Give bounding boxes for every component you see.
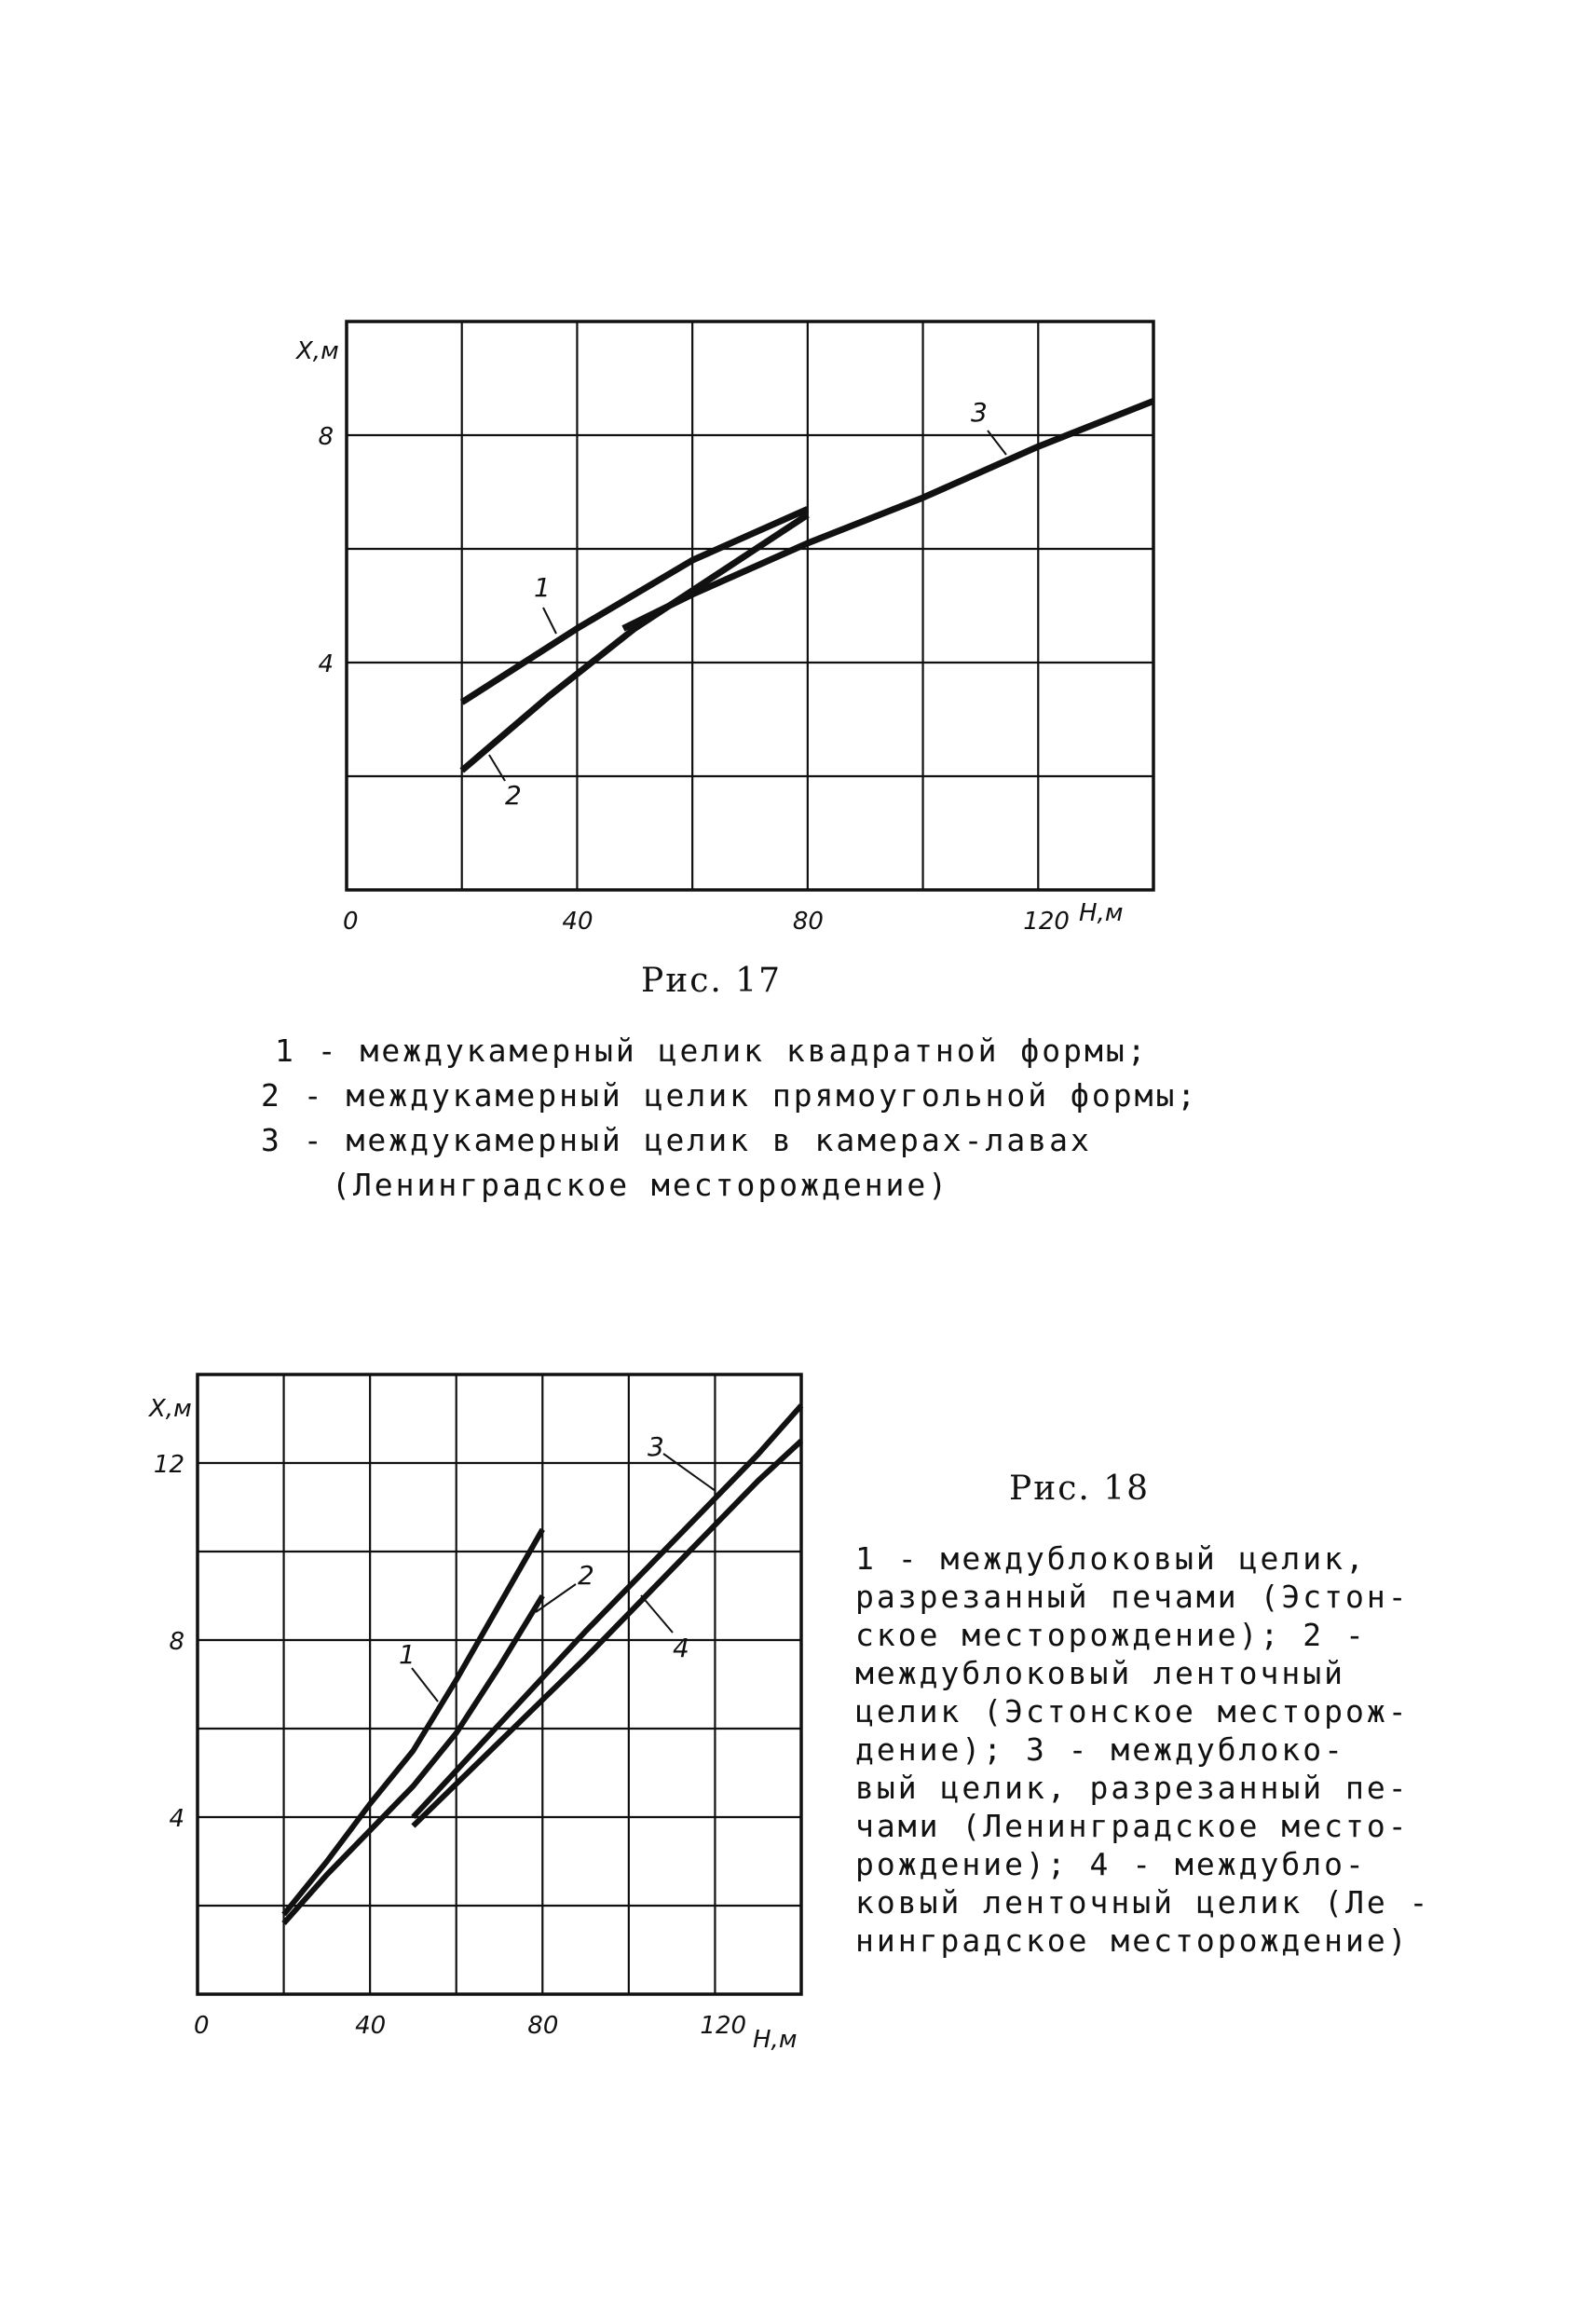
curve-2-label: 2 [505, 780, 522, 811]
plot-frame [198, 1374, 801, 1994]
figure-18-legend [855, 1539, 1430, 1960]
curve-1-leader [412, 1668, 438, 1702]
curve-1-label: 1 [399, 1639, 416, 1670]
curve-3-label: 3 [648, 1431, 664, 1462]
figure-18-legend-line: чами (Ленинградское место- [855, 1808, 1410, 1844]
figure-17-caption: Рис. 17 [641, 962, 783, 1000]
figure-17-y-axis-label: X,м [296, 337, 339, 365]
figure-18-grid [198, 1374, 801, 1994]
x-tick-label: 40 [355, 2012, 387, 2040]
figure-18-legend-line: ковый ленточный целик (Ле - [855, 1884, 1431, 1921]
figure-18-legend-line: нинградское месторождение) [855, 1922, 1410, 1959]
curve-2-label: 2 [578, 1560, 594, 1591]
figure-18-legend-line: междублоковый ленточный [855, 1655, 1345, 1691]
y-tick-label: 4 [318, 650, 334, 678]
y-tick-label: 8 [169, 1628, 184, 1656]
figure-18-legend-line: дение); 3 - междублоко- [855, 1731, 1345, 1768]
x-tick-label: 0 [343, 908, 359, 936]
curve-3-leader [663, 1454, 716, 1491]
figure-18-y-axis-label: X,м [149, 1395, 192, 1423]
figure-17-legend-3: 3 - междукамерный целик в камерах-лавах [261, 1122, 1092, 1158]
figure-17-legend-1: 1 - междукамерный целик квадратной формы; [275, 1032, 1149, 1069]
curve-1-label: 1 [534, 572, 551, 603]
figure-18-legend-line: разрезанный печами (Эстон- [855, 1579, 1410, 1615]
curve-4-label: 4 [673, 1633, 689, 1663]
x-tick-label: 120 [1023, 908, 1070, 936]
curve-3-label: 3 [971, 397, 988, 428]
figure-17-legend-4: (Ленинградское месторождение) [332, 1167, 950, 1203]
y-tick-label: 12 [153, 1451, 184, 1479]
series-4-line [413, 1441, 801, 1826]
figure-17-x-axis-label: H,м [1079, 899, 1124, 927]
figure-18-legend-line: вый целик, разрезанный пе- [855, 1770, 1410, 1806]
y-tick-label: 4 [169, 1805, 184, 1833]
x-tick-label: 120 [700, 2012, 747, 2040]
figure-18-x-axis-label: H,м [753, 2026, 798, 2054]
x-tick-label: 0 [194, 2012, 210, 2040]
figure-18-legend-line: рождение); 4 - междубло- [855, 1846, 1367, 1882]
x-tick-label: 40 [562, 908, 593, 936]
y-tick-label: 8 [318, 423, 334, 451]
figure-18-legend-line: ское месторождение); 2 - [855, 1617, 1367, 1653]
x-tick-label: 80 [792, 908, 824, 936]
series-3-line [413, 1405, 801, 1817]
figure-18-tick-labels [154, 1451, 746, 2040]
x-tick-label: 80 [527, 2012, 559, 2040]
figure-17-legend-2: 2 - междукамерный целик прямоугольной формы; [261, 1077, 1199, 1114]
figure-18-legend-line: 1 - междублоковый целик, [855, 1540, 1367, 1577]
figure-18-caption: Рис. 18 [1009, 1470, 1151, 1508]
figure-18-legend-line: целик (Эстонское месторож- [855, 1693, 1410, 1730]
curve-4-leader [641, 1595, 673, 1633]
